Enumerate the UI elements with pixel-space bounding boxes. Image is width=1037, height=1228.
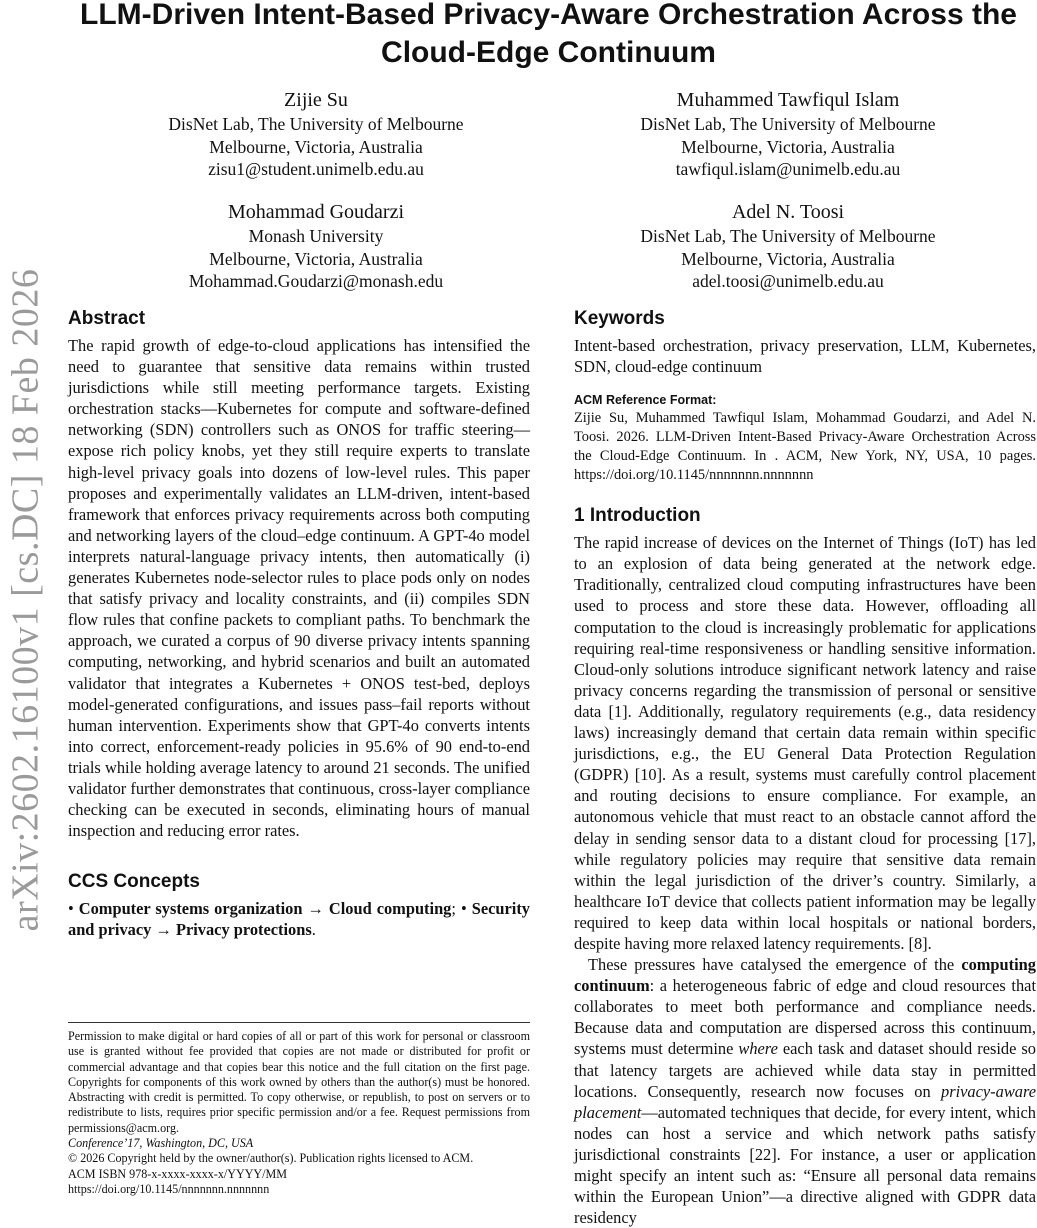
author-location: Melbourne, Victoria, Australia bbox=[209, 136, 423, 157]
keywords-text: Intent-based orchestration, privacy preservation, LLM, Kubernetes, SDN, cloud-edge continuum bbox=[574, 336, 1036, 377]
text-run: —automated techniques that decide, for every intent, which nodes can host a service and which network paths satisfy jurisdictional constraints [22]. For instance, a user or application might specify an intent such as: “Ensure all personal data remains within the European Union”—a directive aligned with GDPR data residency bbox=[574, 1102, 1036, 1228]
ccs-arrow: → bbox=[307, 899, 324, 919]
author-name: Mohammad Goudarzi bbox=[227, 201, 405, 223]
author-name: Adel N. Toosi bbox=[731, 201, 845, 223]
ccs-end: . bbox=[311, 920, 316, 940]
ccs-arrow: → bbox=[155, 920, 172, 940]
isbn-line: ACM ISBN 978-x-xxxx-xxxx-x/YYYY/MM bbox=[68, 1166, 288, 1181]
author-block bbox=[568, 87, 1008, 181]
author-block bbox=[96, 87, 536, 181]
text-italic: where bbox=[738, 1039, 778, 1059]
permission-text: Permission to make digital or hard copies of all or part of this work for personal or classroom use is granted without fee provided that copies are not made or distributed for profit or commercial advantage and that copies bear this notice and the full citation on the first page. Copyrights for components of this work owned by others than the author(s) must be honored. Abstracting with credit is permitted. To copy otherwise, or republish, to post on servers or to redistribute to lists, requires prior specific permission and/or a fee. Request permissions from permissions@acm.org. bbox=[68, 1029, 530, 1135]
author-affiliation: DisNet Lab, The University of Melbourne bbox=[640, 114, 936, 134]
author-block bbox=[568, 199, 1008, 293]
keywords-heading: Keywords bbox=[574, 308, 665, 329]
author-block bbox=[96, 199, 536, 293]
ccs-term: Computer systems organization bbox=[78, 899, 303, 919]
text-bold: computing continuum bbox=[574, 955, 1036, 996]
text-run: : a heterogeneous fabric of edge and cloud resources that collaborates to meet both performance and compliance needs. Because data and computation are dispersed across this continuum, systems must determine bbox=[574, 976, 1036, 1059]
paper-title: LLM-Driven Intent-Based Privacy-Aware Orchestration Across the Cloud-Edge Continuum bbox=[80, 0, 1017, 69]
ccs-concepts bbox=[68, 898, 530, 940]
author-location: Melbourne, Victoria, Australia bbox=[209, 248, 423, 269]
author-email[interactable]: tawfiqul.islam@unimelb.edu.au bbox=[675, 159, 901, 180]
author-name: Muhammed Tawfiqul Islam bbox=[676, 89, 900, 111]
author-affiliation: DisNet Lab, The University of Melbourne bbox=[640, 226, 936, 246]
author-affiliation: Monash University bbox=[248, 226, 384, 246]
ccs-separator: ; bbox=[451, 899, 456, 919]
introduction-heading: 1 Introduction bbox=[574, 505, 701, 527]
ccs-term: Privacy protections bbox=[175, 920, 312, 940]
copyright-line: © 2026 Copyright held by the owner/author(s). Publication rights licensed to ACM. bbox=[68, 1151, 474, 1166]
author-location: Melbourne, Victoria, Australia bbox=[681, 248, 895, 269]
ccs-bullet: • bbox=[68, 899, 74, 919]
conference-line: Conference’17, Washington, DC, USA bbox=[68, 1136, 254, 1151]
arxiv-stamp bbox=[0, 0, 50, 1200]
text-italic: privacy-aware placement bbox=[574, 1081, 1036, 1122]
author-email[interactable]: Mohammad.Goudarzi@monash.edu bbox=[188, 271, 444, 292]
acm-reference-text: Zijie Su, Muhammed Tawfiqul Islam, Mohammad Goudarzi, and Adel N. Toosi. 2026. LLM-Driven Intent-Based Privacy-Aware Orchestration Across the Cloud-Edge Continuum. In . ACM, New York, NY, USA, 10 pages. https://doi.org/10.1145/nnnnnnn.nnnnnnn bbox=[574, 410, 1036, 484]
right-column bbox=[574, 306, 1036, 1228]
author-affiliation: DisNet Lab, The University of Melbourne bbox=[168, 114, 464, 134]
ccs-bullet: • bbox=[460, 899, 467, 919]
doi-link[interactable]: https://doi.org/10.1145/nnnnnnn.nnnnnnn bbox=[68, 1181, 270, 1196]
permission-footnote bbox=[68, 1022, 530, 1197]
text-run: each task and dataset should reside so that latency targets are achieved while data stay in permitted locations. Consequently, research now focuses on bbox=[574, 1039, 1036, 1101]
left-column bbox=[68, 306, 530, 940]
ccs-term: Security and privacy bbox=[68, 899, 530, 940]
acm-reference-heading: ACM Reference Format: bbox=[574, 393, 717, 408]
author-email[interactable]: zisu1@student.unimelb.edu.au bbox=[208, 159, 424, 180]
arxiv-stamp-text[interactable]: arXiv:2602.16100v1 [cs.DC] 18 Feb 2026 bbox=[4, 268, 46, 932]
introduction-paragraph bbox=[574, 954, 1036, 1228]
ccs-term: Cloud computing bbox=[328, 899, 452, 919]
introduction-paragraph: The rapid increase of devices on the Internet of Things (IoT) has led to an explosion of data being generated at the network edge. Traditionally, centralized cloud computing infrastructures have been used to process and store these data. However, offloading all computation to the cloud is increasingly problematic for applications requiring real-time responsiveness or handling sensitive information. Cloud-only solutions introduce significant network latency and raise privacy concerns regarding the transmission of personal or sensitive data [1]. Additionally, regulatory requirements (e.g., data residency laws) increasingly demand that certain data remain within specific jurisdictions, e.g., the EU General Data Protection Regulation (GDPR) [10]. As a result, systems must carefully control placement and routing decisions to ensure compliance. For example, an autonomous vehicle that must react to an obstacle cannot afford the delay in sending sensor data to a distant cloud for processing [17], while regulatory policies may require that sensitive data remain within the legal jurisdiction of the driver’s country. Similarly, a healthcare IoT device that collects patient information may be legally required to keep data within local hospitals or national borders, despite having more relaxed latency requirements. [8]. bbox=[574, 533, 1036, 953]
abstract-text: The rapid growth of edge-to-cloud applications has intensified the need to guarantee that sensitive data remains within trusted jurisdictions while still meeting performance targets. Existing orchestration stacks—Kubernetes for compute and software-defined networking (SDN) controllers such as ONOS for traffic steering—expose rich policy knobs, yet they still require experts to translate high-level privacy goals into dozens of low-level rules. This paper proposes and experimentally validates an LLM-driven, intent-based framework that enforces privacy requirements across both computing and networking layers of the cloud–edge continuum. A GPT-4o model interprets natural-language privacy intents, then automatically (i) generates Kubernetes node-selector rules to place pods only on nodes that satisfy privacy and locality constraints, and (ii) compiles SDN flow rules that confine packets to compliant paths. To benchmark the approach, we curated a corpus of 90 diverse privacy intents spanning computing, networking, and hybrid scenarios and built an automated validator that integrates a Kubernetes + ONOS test-bed, deploys model-generated configurations, and issues pass–fail reports without human intervention. Experiments show that GPT-4o converts intents into correct, enforcement-ready policies in 95.6% of 90 end-to-end trials while holding average latency to around 21 seconds. The unified validator further demonstrates that continuous, cross-layer compliance checking can be executed in seconds, eliminating hours of manual inspection and reducing error rates. bbox=[68, 336, 530, 841]
abstract-heading: Abstract bbox=[68, 308, 146, 329]
author-email[interactable]: adel.toosi@unimelb.edu.au bbox=[692, 271, 884, 292]
ccs-heading: CCS Concepts bbox=[68, 871, 200, 893]
text-run: These pressures have catalysed the emergence of the bbox=[588, 955, 962, 975]
author-name: Zijie Su bbox=[284, 89, 348, 111]
author-location: Melbourne, Victoria, Australia bbox=[681, 136, 895, 157]
